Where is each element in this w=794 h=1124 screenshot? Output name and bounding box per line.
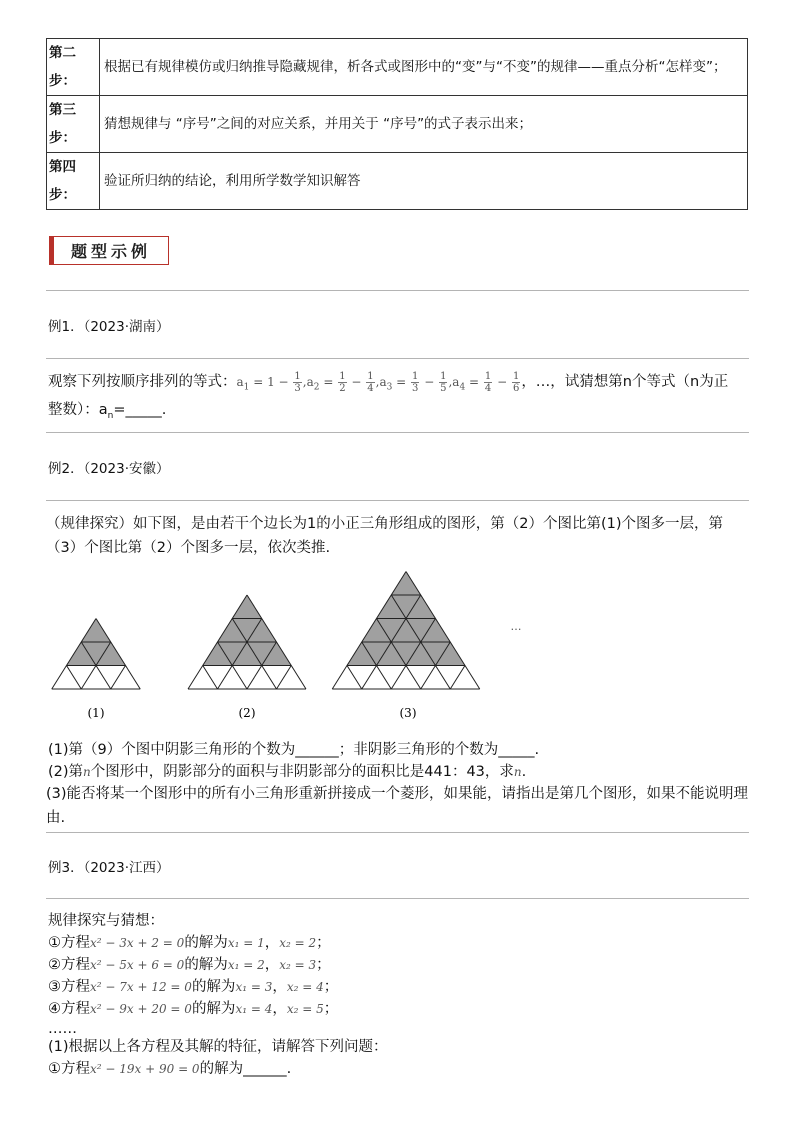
- step-label: 第二步：: [47, 39, 100, 96]
- grid-line: [347, 666, 362, 690]
- divider: [46, 358, 749, 359]
- equation-line: ③方程x² − 7x + 12 = 0的解为x₁ = 3，x₂ = 4；: [48, 979, 339, 995]
- ex1-frac: $\frac{1}{3}$: [294, 370, 301, 394]
- equation-line: ④方程x² − 9x + 20 = 0的解为x₁ = 4，x₂ = 5；: [48, 1001, 339, 1017]
- grid-line: [277, 666, 292, 690]
- example-3-intro: 规律探究与猜想：: [48, 913, 164, 929]
- ex1-frac: $\frac{1}{4}$: [484, 370, 492, 394]
- triangle-figure-2: [188, 595, 306, 689]
- ex1-tail: ，…，试猜想第n个等式（n为正: [521, 374, 729, 390]
- ex1-term-4: $,a_4$ =: [448, 375, 483, 393]
- ex1-term-3: $,a_3$ =: [375, 375, 411, 393]
- step-text: 根据已有规律模仿或归纳推导隐藏规律，析各式或图形中的“变”与“不变”的规律——重点分析“怎样变”；: [100, 39, 748, 96]
- ex1-frac: $\frac{1}{6}$: [512, 370, 520, 394]
- triangle-figures: [0, 560, 794, 740]
- step-row: [47, 39, 748, 96]
- grid-line: [67, 666, 82, 690]
- divider: [46, 500, 749, 501]
- step-label: 第三步：: [47, 96, 100, 153]
- example-2-q3: (3)能否将某一个图形中的所有小三角形重新拼接成一个菱形，如果能，请指出是第几个图形，如果不能说明理由.: [46, 786, 749, 826]
- step-label: 第四步：: [47, 153, 100, 210]
- ex1-frac: $\frac{1}{4}$: [367, 370, 374, 394]
- example-3-q1: (1)根据以上各方程及其解的特征，请解答下列问题：: [48, 1039, 388, 1055]
- example-2-title: 例2．（2023·安徽）: [48, 461, 170, 477]
- section-banner: 题型示例: [49, 236, 169, 265]
- ex1-lead: 观察下列按顺序排列的等式：: [48, 374, 237, 390]
- grid-line: [203, 666, 218, 690]
- ex1-term-2: $,a_2$ =: [302, 375, 338, 393]
- example-1-line1: 观察下列按顺序排列的等式：$a_1 = 1$ − $\frac{1}{3}$ $,a_2$ = $\frac{1}{2}$ − $\frac{1}{4}$ $,a_3$ = $\frac{1}{3}$ − $\frac{1}{5}$ $,a_4$ = $\frac{1}{4}$ − $\frac{1}{6}$ ，…，试猜想第n个等式（n为正: [48, 370, 729, 394]
- step-row: [47, 153, 748, 210]
- example-1-line2: 整数）：$a_n=\_\_\_\_\_$.: [48, 402, 167, 421]
- divider: [46, 832, 749, 833]
- grid-line: [111, 666, 126, 690]
- example-3-title: 例3．（2023·江西）: [48, 860, 170, 876]
- example-2-q2: (2)第n个图形中，阴影部分的面积与非阴影部分的面积比是441：43，求n.: [48, 764, 527, 780]
- grid-line: [450, 666, 465, 690]
- figure-label-2: (2): [238, 706, 256, 720]
- example-3-q1a: ①方程x² − 19x + 90 = 0的解为______.: [48, 1061, 292, 1077]
- divider: [46, 898, 749, 899]
- ex1-frac: $\frac{1}{3}$: [412, 370, 419, 394]
- triangle-figure-1: [52, 619, 141, 690]
- ex1-term-1: $a_1 = 1$ −: [236, 375, 293, 393]
- shaded-region: [203, 595, 292, 666]
- figure-label-1: (1): [87, 706, 105, 720]
- step-text: 猜想规律与 “序号”之间的对应关系，并用关于 “序号”的式子表示出来；: [100, 96, 748, 153]
- steps-table: [46, 38, 748, 210]
- ex1-frac: $\frac{1}{2}$: [339, 370, 346, 394]
- example-1-title: 例1．（2023·湖南）: [48, 319, 170, 335]
- triangle-figure-3: [332, 572, 480, 690]
- figure-label-3: (3): [399, 706, 417, 720]
- equation-line: ②方程x² − 5x + 6 = 0的解为x₁ = 2，x₂ = 3；: [48, 957, 331, 973]
- step-text: 验证所归纳的结论，利用所学数学知识解答: [100, 153, 748, 210]
- equation-line: ①方程x² − 3x + 2 = 0的解为x₁ = 1，x₂ = 2；: [48, 935, 331, 951]
- ex1-frac: $\frac{1}{5}$: [440, 370, 447, 394]
- example-2-intro: （规律探究）如下图，是由若干个边长为1的小正三角形组成的图形，第（2）个图比第(1)个图多一层，第（3）个图比第（2）个图多一层，依次类推.: [46, 516, 723, 556]
- divider: [46, 290, 749, 291]
- step-row: [47, 96, 748, 153]
- example-2-q1: (1)第（9）个图中阴影三角形的个数为______；非阴影三角形的个数为_____.: [48, 742, 540, 758]
- figure-ellipsis: …: [510, 620, 522, 633]
- divider: [46, 432, 749, 433]
- ellipsis-line: ……: [48, 1021, 77, 1037]
